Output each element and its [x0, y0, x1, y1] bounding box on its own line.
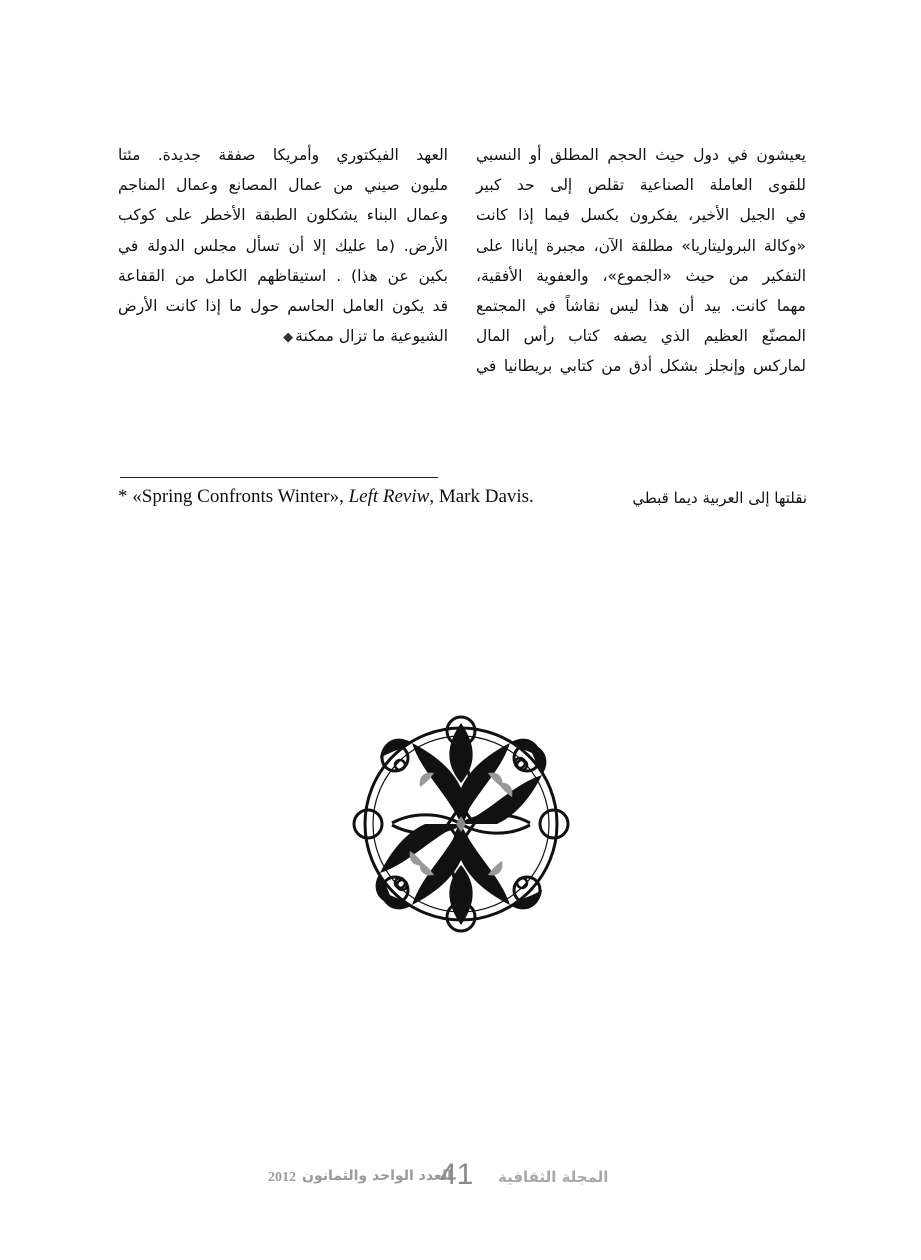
- right-column: [476, 140, 806, 382]
- text-line: قد يكون العامل الحاسم حول ما إذا كانت الأرض: [118, 297, 448, 316]
- footnote-journal: Left Reviw: [348, 486, 430, 507]
- text-line: للقوى العاملة الصناعية تقلص إلى حد كبير: [476, 176, 806, 195]
- footnote-translator: نقلتها إلى العربية ديما قبطي: [632, 489, 807, 507]
- end-diamond-icon: ◆: [283, 330, 294, 346]
- text-line-last: [118, 321, 448, 353]
- arabesque-ornament-icon: [352, 713, 570, 935]
- magazine-name: المجلة الثقافية: [498, 1168, 609, 1186]
- text-line: في الجيل الأخير، يفكرون بكسل فيما إذا كانت: [476, 206, 806, 225]
- footnote-divider: [120, 477, 438, 478]
- text-line: مهما كانت. بيد أن هذا ليس نقاشاً في المجتمع: [476, 297, 806, 316]
- text-line: الأرض. (ما عليك إلا أن تسأل مجلس الدولة في: [118, 236, 448, 255]
- footnote-title: «Spring Confronts Winter»,: [132, 486, 344, 507]
- text-line: مليون صيني من عمال المصانع وعمال المناجم: [118, 176, 448, 195]
- text-line: وعمال البناء يشكلون الطبقة الأخطر على كوكب: [118, 206, 448, 225]
- text-line: يعيشون في دول حيث الحجم المطلق أو النسبي: [476, 146, 806, 164]
- footnote-author: , Mark Davis.: [429, 486, 534, 507]
- text-line: العهد الفيكتوري وأمريكا صفقة جديدة. مئتا: [118, 146, 448, 164]
- footnote-star: *: [118, 486, 133, 507]
- text-line: الشيوعية ما تزال ممكنة: [295, 327, 448, 346]
- page-number: 41: [440, 1158, 474, 1191]
- text-line: التفكير من حيث «الجموع»، والعفوية الأفقية،: [476, 266, 806, 285]
- left-column: [118, 140, 448, 353]
- page-footer: [0, 1158, 921, 1202]
- text-line: لماركس وإنجلز بشكل أدق من كتابي بريطانيا في: [476, 357, 806, 376]
- footer-issue: العدد الواحد والثمانون: [302, 1168, 452, 1184]
- footnote-source: [118, 486, 534, 508]
- text-line: «وكالة البروليتاريا» مطلقة الآن، مجبرة إياناا على: [476, 236, 806, 255]
- text-line: المصنّع العظيم الذي يصفه كتاب رأس المال: [476, 327, 806, 346]
- text-line: بكين عن هذا) . استيقاظهم الكامل من القفاعة: [118, 266, 448, 285]
- footer-year: 2012: [268, 1170, 296, 1185]
